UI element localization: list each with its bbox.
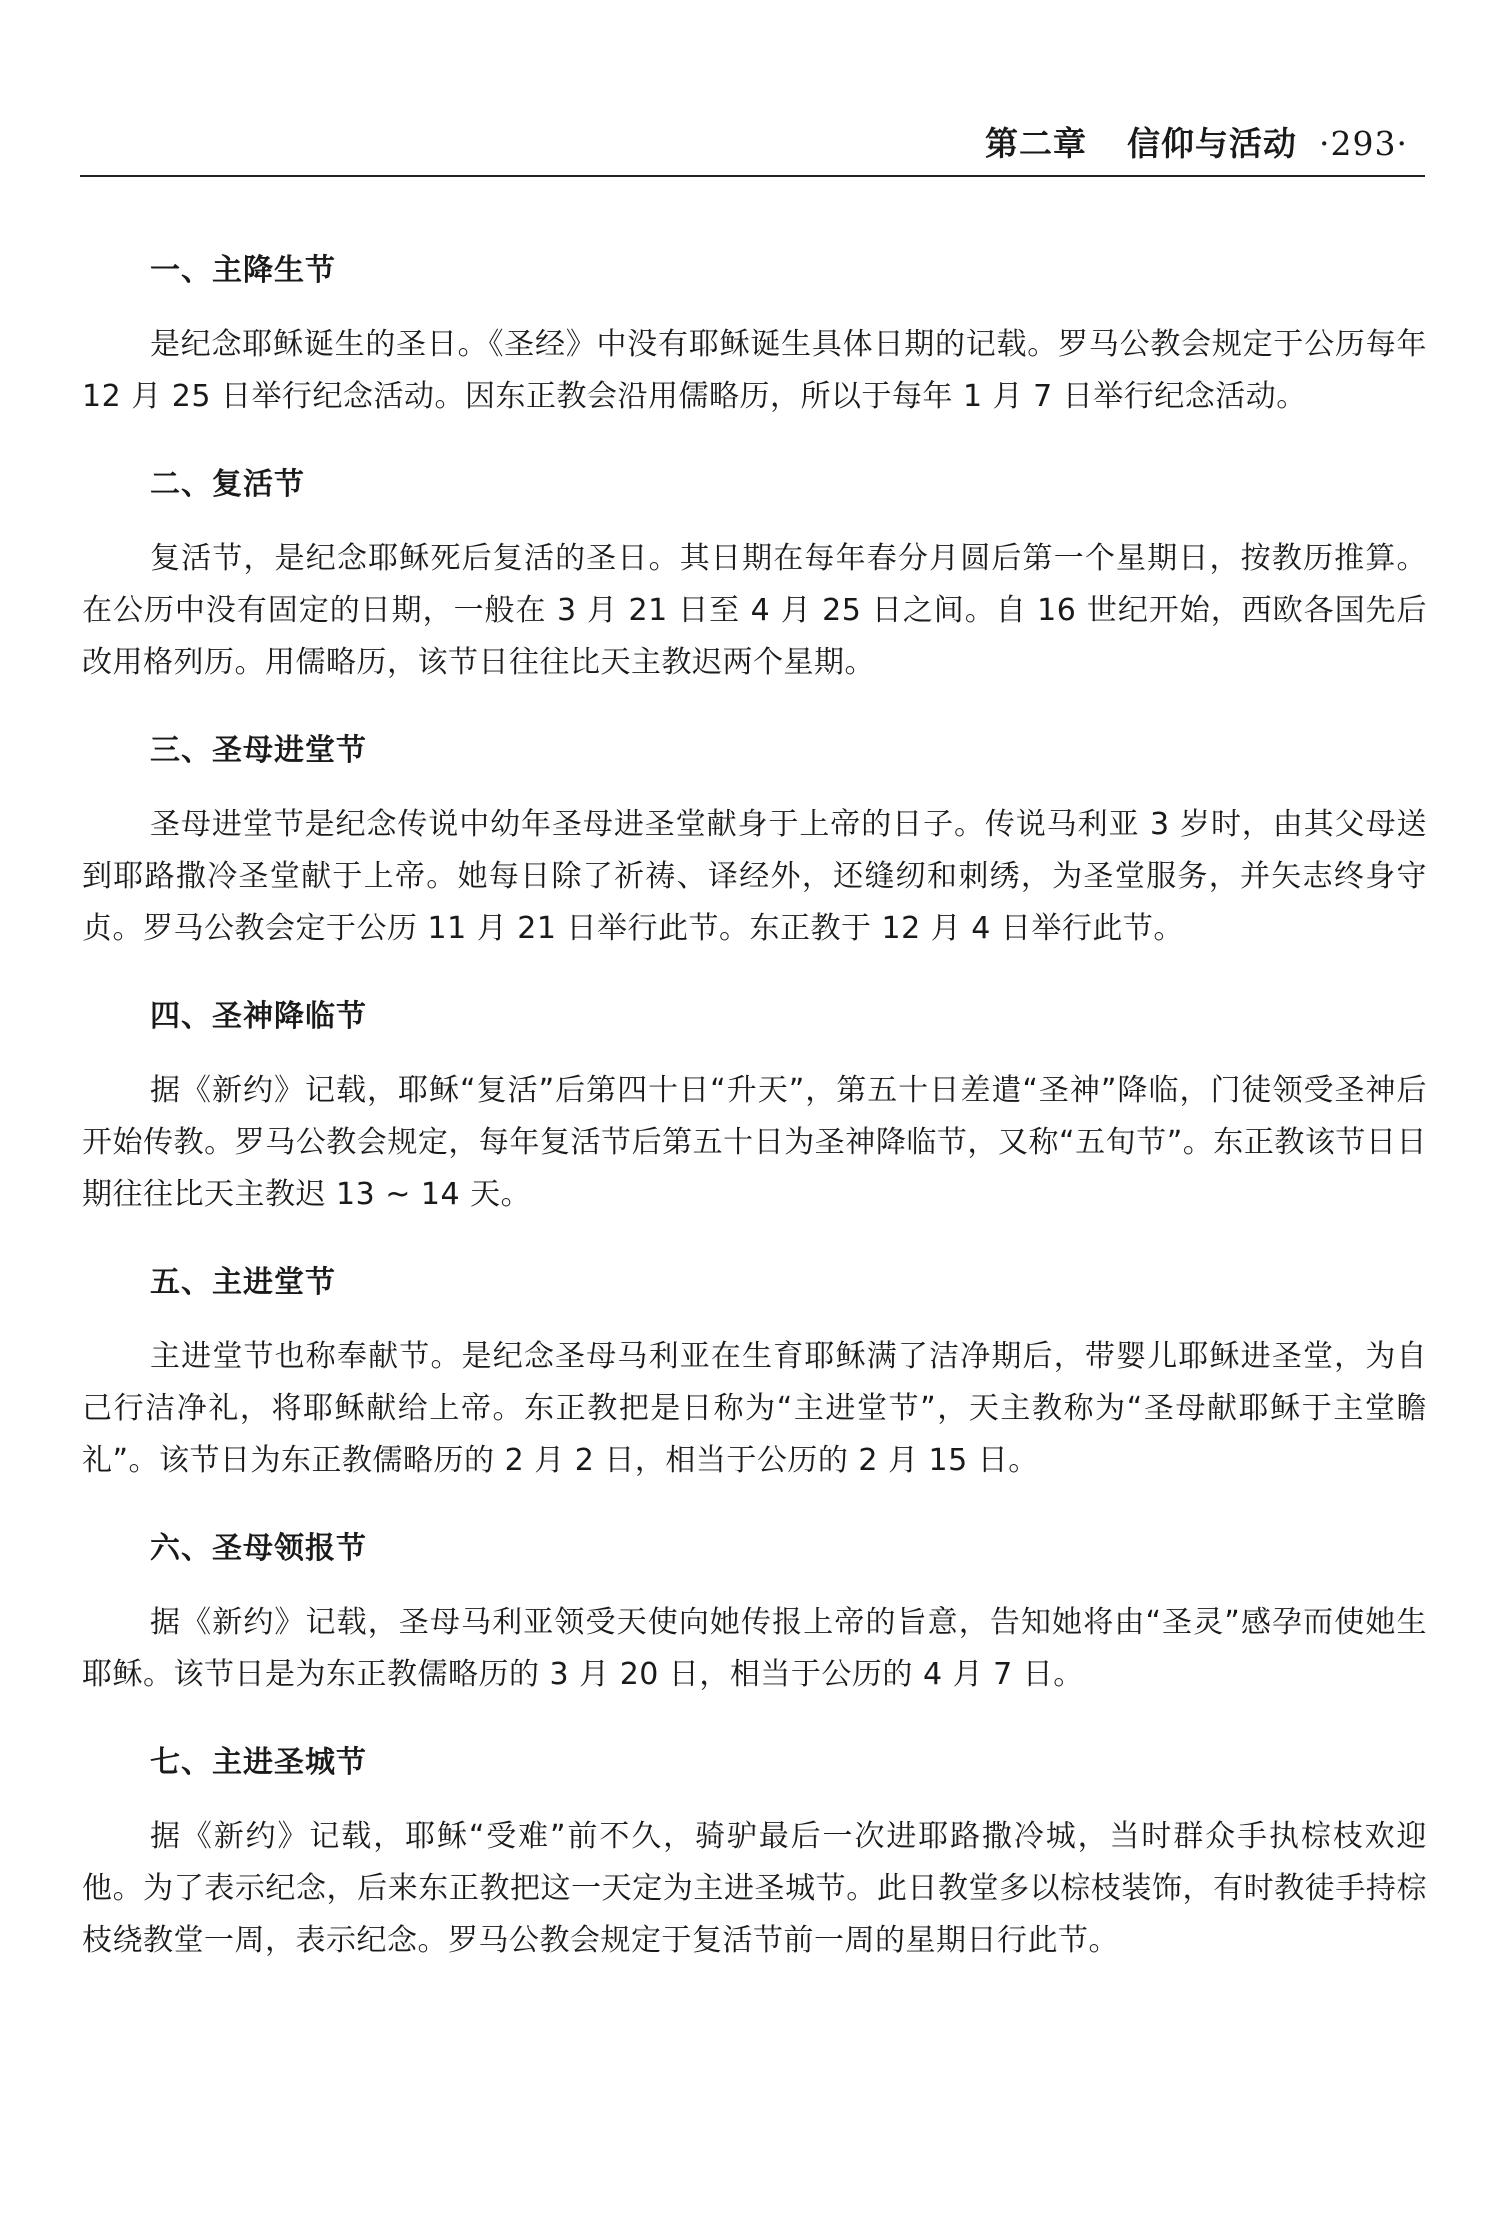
section-2: [82, 459, 1427, 689]
chapter-number: 第二章: [985, 124, 1088, 163]
page-number: ·293·: [1319, 124, 1408, 163]
section-paragraph: 圣母进堂节是纪念传说中幼年圣母进圣堂献身于上帝的日子。传说马利亚 3 岁时，由其父母送到耶路撒冷圣堂献于上帝。她每日除了祈祷、译经外，还缝纫和刺绣，为圣堂服务，并矢志终身守贞。罗马公教会定于公历 11 月 21 日举行此节。东正教于 12 月 4 日举行此节。: [82, 807, 1427, 946]
section-5: [82, 1257, 1427, 1487]
section-paragraph: 据《新约》记载，耶稣“复活”后第四十日“升天”，第五十日差遣“圣神”降临，门徒领受圣神后开始传教。罗马公教会规定，每年复活节后第五十日为圣神降临节，又称“五旬节”。东正教该节日日期往往比天主教迟 13 ~ 14 天。: [82, 1073, 1427, 1212]
section-7: [82, 1737, 1427, 1967]
section-heading: 六、圣母领报节: [150, 1531, 367, 1566]
section-6: [82, 1523, 1427, 1701]
page-body: [82, 215, 1427, 1979]
section-heading: 四、圣神降临节: [150, 999, 367, 1034]
section-paragraph: 主进堂节也称奉献节。是纪念圣母马利亚在生育耶稣满了洁净期后，带婴儿耶稣进圣堂，为自己行洁净礼，将耶稣献给上帝。东正教把是日称为“主进堂节”，天主教称为“圣母献耶稣于主堂瞻礼”。该节日为东正教儒略历的 2 月 2 日，相当于公历的 2 月 15 日。: [82, 1339, 1427, 1478]
section-paragraph: 是纪念耶稣诞生的圣日。《圣经》中没有耶稣诞生具体日期的记载。罗马公教会规定于公历每年 12 月 25 日举行纪念活动。因东正教会沿用儒略历，所以于每年 1 月 7 日举行纪念活动。: [82, 327, 1427, 414]
section-paragraph: 据《新约》记载，耶稣“受难”前不久，骑驴最后一次进耶路撒冷城，当时群众手执棕枝欢迎他。为了表示纪念，后来东正教把这一天定为主进圣城节。此日教堂多以棕枝装饰，有时教徒手持棕枝绕教堂一周，表示纪念。罗马公教会规定于复活节前一周的星期日行此节。: [82, 1819, 1427, 1958]
chapter-title: 信仰与活动: [1127, 124, 1298, 163]
section-heading: 二、复活节: [150, 467, 305, 502]
section-heading: 五、主进堂节: [150, 1265, 336, 1300]
section-paragraph: 据《新约》记载，圣母马利亚领受天使向她传报上帝的旨意，告知她将由“圣灵”感孕而使她生耶稣。该节日是为东正教儒略历的 3 月 20 日，相当于公历的 4 月 7 日。: [82, 1605, 1427, 1692]
running-header: [985, 118, 1408, 165]
section-heading: 三、圣母进堂节: [150, 733, 367, 768]
section-paragraph: 复活节，是纪念耶稣死后复活的圣日。其日期在每年春分月圆后第一个星期日，按教历推算。在公历中没有固定的日期，一般在 3 月 21 日至 4 月 25 日之间。自 16 世纪开始，西欧各国先后改用格列历。用儒略历，该节日往往比天主教迟两个星期。: [82, 541, 1427, 680]
section-heading: 一、主降生节: [150, 253, 336, 288]
section-heading: 七、主进圣城节: [150, 1745, 367, 1780]
header-rule: [80, 175, 1425, 177]
section-3: [82, 725, 1427, 955]
section-4: [82, 991, 1427, 1221]
section-1: [82, 245, 1427, 423]
